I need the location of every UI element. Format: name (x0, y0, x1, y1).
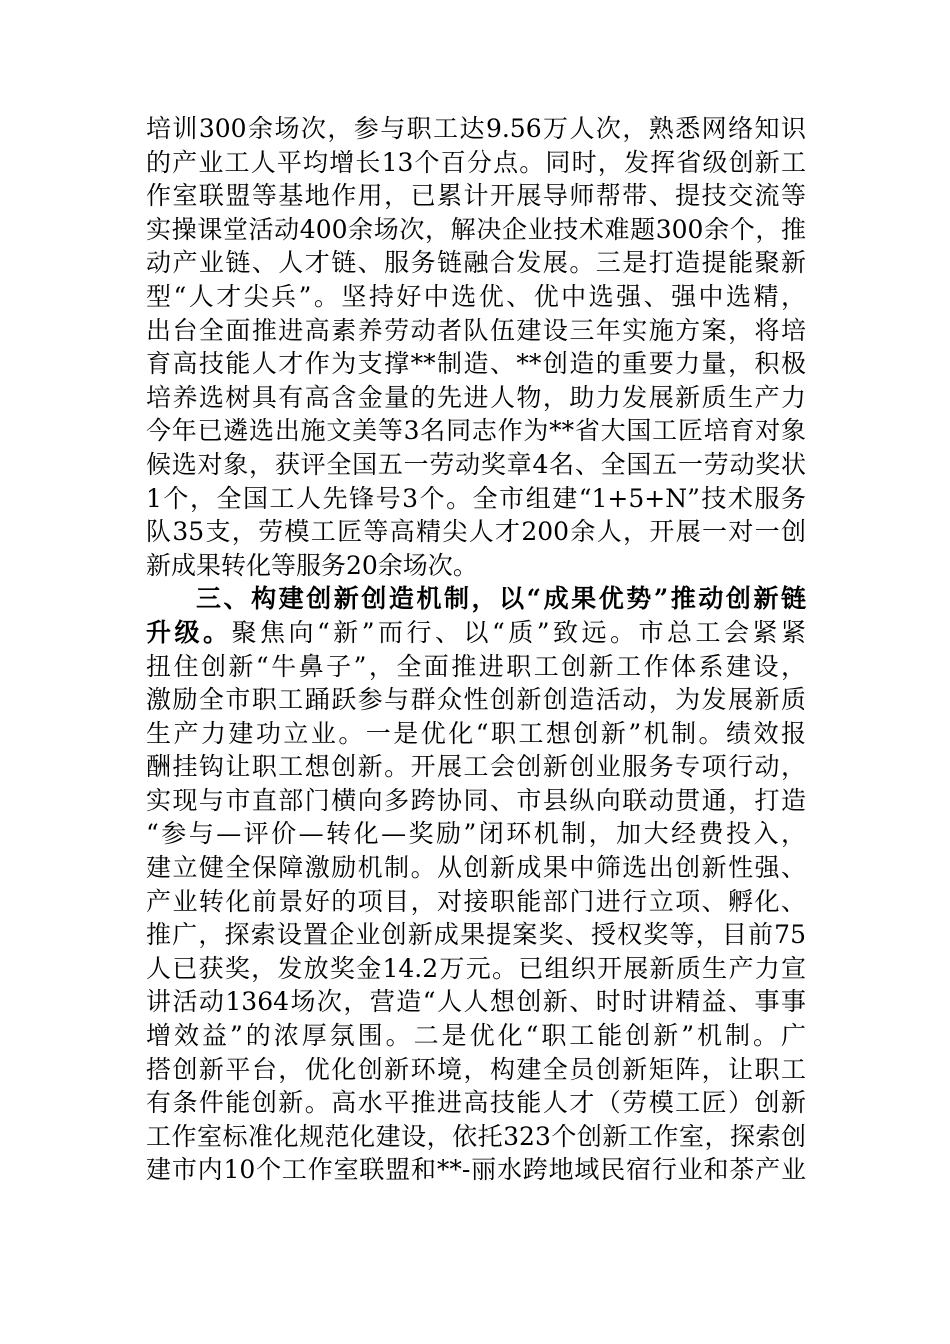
text-line: 工作室标准化规范化建设，依托323个创新工作室，探索创 (146, 1121, 806, 1151)
text-line: 实操课堂活动400余场次，解决企业技术难题300余个，推 (146, 214, 806, 244)
body-text (146, 112, 806, 1187)
text-line: 推广，探索设置企业创新成果提案奖、授权奖等，目前75 (146, 920, 806, 950)
text-line: 产业转化前景好的项目，对接职能部门进行立项、孵化、 (146, 886, 806, 916)
text-line (146, 616, 806, 650)
text-line: 培训300余场次，参与职工达9.56万人次，熟悉网络知识 (146, 114, 806, 143)
text-line: 动产业链、人才链、服务链融合发展。三是打造提能聚新 (146, 248, 806, 278)
text-line: 新成果转化等服务20余场次。 (146, 550, 478, 580)
text-line: 育高技能人才作为支撑**制造、**创造的重要力量，积极 (146, 349, 806, 379)
text-line: 候选对象，获评全国五一劳动奖章4名、全国五一劳动奖状 (146, 449, 806, 479)
text-line: 增效益”的浓厚氛围。二是优化“职工能创新”机制。广 (146, 1021, 806, 1051)
text-line: 激励全市职工踊跃参与群众性创新创造活动，为发展新质 (146, 685, 806, 715)
text-line: 的产业工人平均增长13个百分点。同时，发挥省级创新工 (146, 147, 806, 177)
text-line: 有条件能创新。高水平推进高技能人才（劳模工匠）创新 (146, 1088, 806, 1118)
text-line: 型“人才尖兵”。坚持好中选优、优中选强、强中选精， (146, 281, 806, 311)
text-line: 酬挂钩让职工想创新。开展工会创新创业服务专项行动， (146, 752, 806, 782)
text-line: “参与—评价—转化—奖励”闭环机制，加大经费投入， (146, 819, 806, 849)
text-line: 今年已遴选出施文美等3名同志作为**省大国工匠培育对象 (146, 416, 806, 446)
section-heading: 三、构建创新创造机制，以“成果优势”推动创新链 (196, 584, 806, 614)
text-run: 聚焦向“新”而行、以“质”致远。市总工会紧紧 (231, 617, 806, 647)
text-line: 出台全面推进高素养劳动者队伍建设三年实施方案，将培 (146, 315, 806, 345)
text-line: 生产力建功立业。一是优化“职工想创新”机制。绩效报 (146, 718, 806, 748)
text-line: 建市内10个工作室联盟和**-丽水跨地域民宿行业和茶产业 (146, 1155, 806, 1185)
text-line: 实现与市直部门横向多跨协同、市县纵向联动贯通，打造 (146, 785, 806, 815)
text-line: 讲活动1364场次，营造“人人想创新、时时讲精益、事事 (146, 987, 806, 1017)
text-line: 扭住创新“牛鼻子”，全面推进职工创新工作体系建设， (146, 651, 806, 681)
text-line: 作室联盟等基地作用，已累计开展导师帮带、提技交流等 (146, 181, 806, 211)
section-heading-end: 升级。 (146, 617, 232, 647)
text-line: 人已获奖，发放奖金14.2万元。已组织开展新质生产力宣 (146, 953, 806, 983)
text-line: 1个，全国工人先锋号3个。全市组建“1+5+N”技术服务 (146, 483, 806, 513)
text-line: 培养选树具有高含金量的先进人物，助力发展新质生产力 (146, 382, 806, 412)
text-line: 队35支，劳模工匠等高精尖人才200余人，开展一对一创 (146, 517, 806, 547)
text-line: 建立健全保障激励机制。从创新成果中筛选出创新性强、 (146, 853, 806, 883)
text-line: 搭创新平台，优化创新环境，构建全员创新矩阵，让职工 (146, 1054, 806, 1084)
